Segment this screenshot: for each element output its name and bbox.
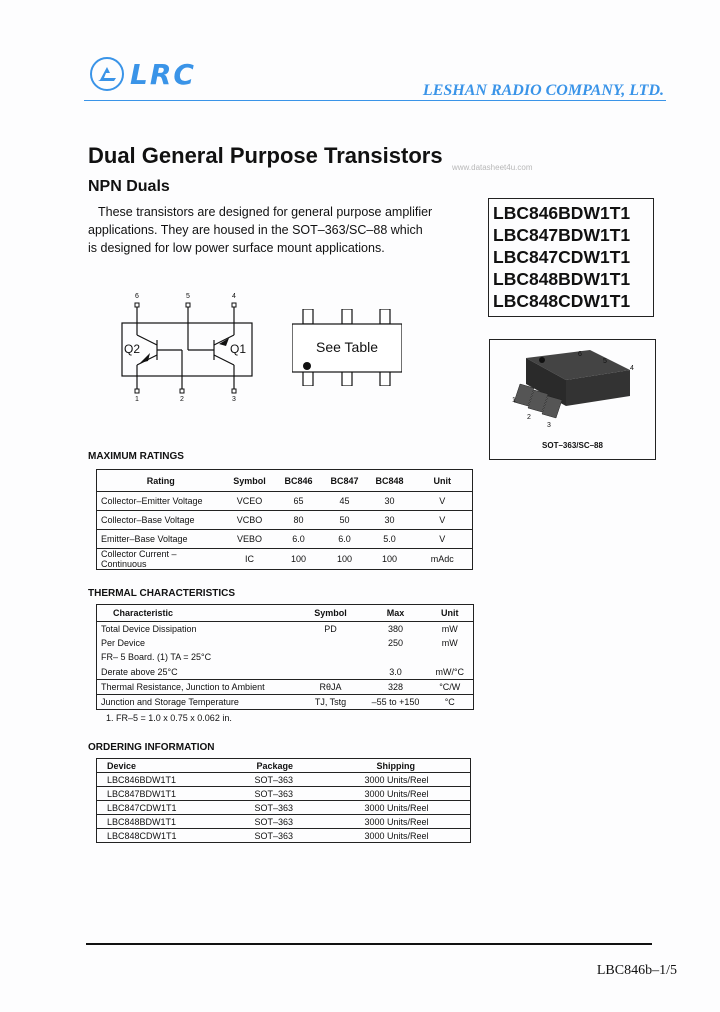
table-row	[97, 773, 471, 787]
cell	[427, 650, 474, 664]
schematic-diagram	[110, 290, 270, 410]
col-header: Symbol	[233, 475, 266, 486]
ordering-heading: ORDERING INFORMATION	[88, 742, 215, 753]
part-number: LBC847BDW1T1	[493, 225, 631, 245]
cell: Collector Current –Continuous	[97, 549, 225, 570]
cell: SOT–363	[245, 773, 355, 787]
cell: –55 to +150	[365, 694, 427, 709]
cell	[297, 650, 365, 664]
cell: V	[413, 530, 473, 549]
lrc-logo	[90, 55, 196, 93]
cell: 30	[367, 511, 413, 530]
col-header: Rating	[146, 475, 175, 486]
cell: V	[413, 511, 473, 530]
page-title: Dual General Purpose Transistors	[88, 143, 443, 168]
package-box	[489, 339, 656, 460]
q2-label: Q2	[124, 342, 141, 356]
cell: LBC847BDW1T1	[97, 787, 245, 801]
cell: PD	[324, 623, 337, 634]
max-ratings-table	[96, 469, 473, 570]
pin-label: 4	[630, 365, 634, 372]
cell: VEBO	[225, 530, 275, 549]
cell: FR– 5 Board. (1) TA = 25°C	[101, 652, 212, 663]
cell: 3000 Units/Reel	[355, 829, 471, 843]
pin-label: 4	[232, 293, 236, 300]
col-header: Symbol	[297, 605, 365, 622]
pin-label: 5	[603, 358, 607, 365]
cell: 3000 Units/Reel	[355, 787, 471, 801]
cell: °C	[427, 694, 474, 709]
cell: 6.0	[323, 530, 367, 549]
col-header: Device	[97, 759, 245, 773]
marking-label: See Table	[316, 339, 379, 355]
table-row	[97, 636, 474, 650]
col-header: BC846	[284, 475, 313, 486]
cell: 3000 Units/Reel	[355, 773, 471, 787]
header-divider	[84, 100, 666, 101]
table-row	[97, 679, 474, 694]
cell: SOT–363	[245, 801, 355, 815]
cell: LBC848CDW1T1	[97, 829, 245, 843]
col-header: Shipping	[355, 759, 471, 773]
cell: 100	[323, 549, 367, 570]
cell: °C/W	[427, 679, 474, 694]
col-header: Unit	[427, 605, 474, 622]
cell: VCEO	[225, 492, 275, 511]
cell: TJ, Tstg	[297, 694, 365, 709]
cell: 100	[275, 549, 323, 570]
part-number: LBC848CDW1T1	[493, 291, 631, 311]
q1-label: Q1	[230, 342, 247, 356]
part-number: LBC848BDW1T1	[493, 269, 631, 289]
part-number: LBC847CDW1T1	[493, 247, 631, 267]
table-row	[97, 815, 471, 829]
cell	[365, 650, 427, 664]
pin-label: 3	[232, 396, 236, 403]
cell	[297, 636, 365, 650]
page-number: LBC846b–1/5	[596, 963, 677, 978]
cell: V	[413, 492, 473, 511]
table-row	[97, 801, 471, 815]
table-row	[97, 492, 473, 511]
col-header: Characteristic	[97, 605, 297, 622]
pin-label: 3	[547, 422, 551, 429]
cell: 250	[387, 638, 404, 649]
cell: 3000 Units/Reel	[355, 815, 471, 829]
cell: 3.0	[389, 666, 402, 677]
cell: LBC846BDW1T1	[97, 773, 245, 787]
thermal-table	[96, 604, 474, 710]
max-ratings-heading: MAXIMUM RATINGS	[88, 451, 184, 462]
ordering-table	[96, 758, 471, 843]
cell: Collector–Emitter Voltage	[97, 492, 225, 511]
footer-divider	[86, 943, 652, 945]
logo-text: LRC	[130, 57, 196, 91]
lrc-emblem-icon	[90, 57, 124, 91]
pin-label: 6	[578, 351, 582, 358]
cell: 80	[275, 511, 323, 530]
col-header: Unit	[433, 475, 451, 486]
marking-diagram	[292, 309, 402, 386]
cell: mAdc	[413, 549, 473, 570]
watermark: www.datasheet4u.com	[452, 163, 533, 172]
cell: Per Device	[101, 638, 146, 649]
cell: 380	[387, 623, 404, 634]
cell: VCBO	[225, 511, 275, 530]
company-name: LESHAN RADIO COMPANY, LTD.	[422, 82, 664, 99]
pin-label: 2	[180, 396, 184, 403]
cell: Collector–Base Voltage	[97, 511, 225, 530]
table-row	[97, 650, 474, 664]
cell: Emitter–Base Voltage	[97, 530, 225, 549]
table-row	[97, 694, 474, 709]
cell: 30	[367, 492, 413, 511]
table-row	[97, 622, 474, 636]
table-row	[97, 665, 474, 679]
cell: 6.0	[275, 530, 323, 549]
sot363-package-icon	[490, 340, 655, 440]
cell: LBC848BDW1T1	[97, 815, 245, 829]
cell: SOT–363	[245, 815, 355, 829]
cell: 100	[367, 549, 413, 570]
cell: mW	[441, 623, 458, 634]
cell: Derate above 25°C	[101, 666, 178, 677]
cell: 328	[365, 679, 427, 694]
cell: 45	[323, 492, 367, 511]
cell: Thermal Resistance, Junction to Ambient	[97, 679, 297, 694]
table-row	[97, 511, 473, 530]
pin-label: 6	[135, 293, 139, 300]
part-number-box	[488, 198, 654, 317]
cell	[297, 665, 365, 679]
part-number: LBC846BDW1T1	[493, 203, 631, 223]
cell: Junction and Storage Temperature	[97, 694, 297, 709]
cell: IC	[225, 549, 275, 570]
cell: LBC847CDW1T1	[97, 801, 245, 815]
thermal-heading: THERMAL CHARACTERISTICS	[88, 588, 236, 599]
table-row	[97, 530, 473, 549]
cell: SOT–363	[245, 829, 355, 843]
col-header: Package	[245, 759, 355, 773]
cell: mW	[441, 638, 458, 649]
pin-label: 5	[186, 293, 190, 300]
col-header: BC848	[375, 475, 404, 486]
pin-label: 1	[135, 396, 139, 403]
table-row	[97, 549, 473, 570]
cell: RθJA	[297, 679, 365, 694]
table-row	[97, 829, 471, 843]
thermal-footnote: 1. FR–5 = 1.0 x 0.75 x 0.062 in.	[106, 713, 232, 723]
cell: 3000 Units/Reel	[355, 801, 471, 815]
col-header: BC847	[330, 475, 359, 486]
pin-label: 1	[512, 397, 516, 404]
cell: 50	[323, 511, 367, 530]
cell: 5.0	[367, 530, 413, 549]
cell: SOT–363	[245, 787, 355, 801]
col-header: Max	[365, 605, 427, 622]
description: These transistors are designed for general purpose amplifier applications. They are housed in the SOT–363/SC–88 which is designed for low power surface mount applications.	[88, 205, 433, 255]
cell: Total Device Dissipation	[101, 623, 197, 634]
subtitle: NPN Duals	[88, 178, 170, 195]
cell: 65	[275, 492, 323, 511]
package-caption: SOT–363/SC–88	[542, 441, 603, 450]
pin-label: 2	[527, 414, 531, 421]
cell: mW/°C	[435, 666, 465, 677]
table-row	[97, 787, 471, 801]
